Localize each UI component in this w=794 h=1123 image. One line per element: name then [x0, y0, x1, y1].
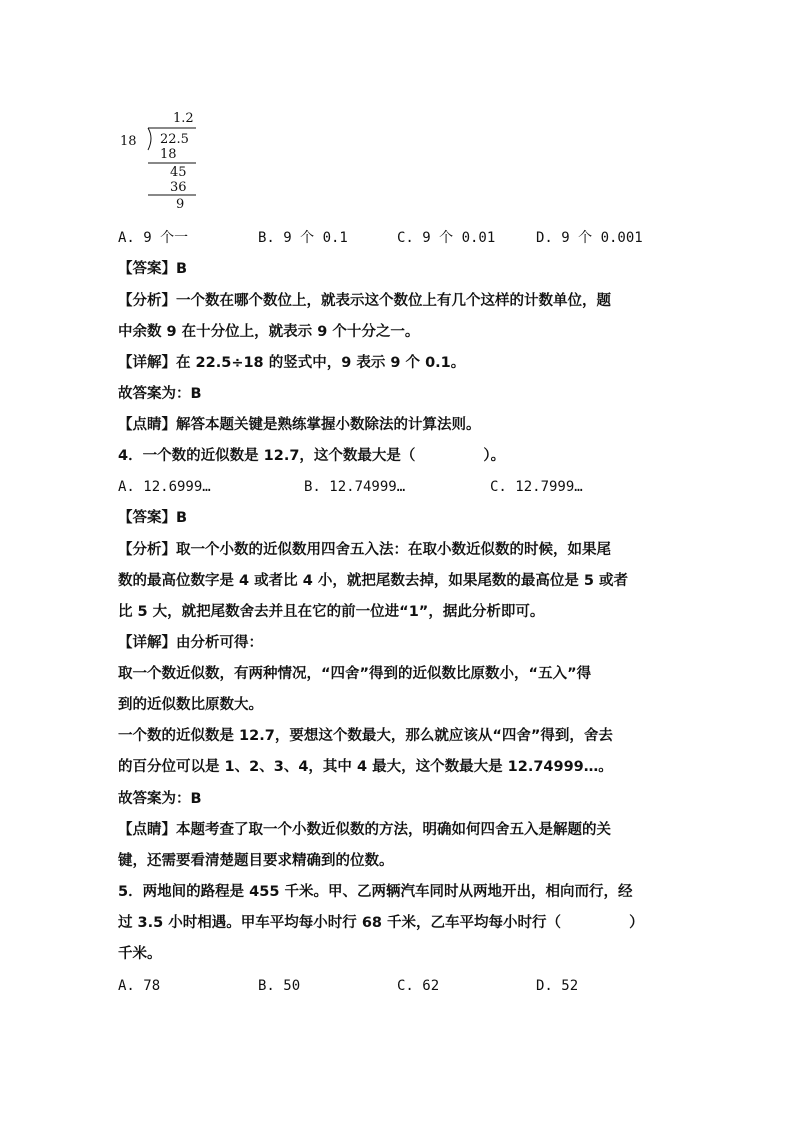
- q3-conclusion: 故答案为：B: [118, 386, 202, 402]
- q5-option-a: A. 78: [118, 978, 161, 994]
- q4-detail-line-3: 到的近似数比原数大。: [118, 697, 263, 713]
- q5-question-paren-end: ）: [629, 915, 644, 931]
- q5-option-b: B. 50: [258, 978, 301, 994]
- q3-option-c: C. 9 个 0.01: [397, 230, 496, 246]
- division-step3: 36: [170, 180, 187, 195]
- q4-question: [118, 446, 505, 466]
- division-divisor: 18: [120, 134, 137, 149]
- q4-detail-line-2: 取一个数近似数，有两种情况，“四舍”得到的近似数比原数小，“五入”得: [118, 666, 592, 682]
- q5-question-line-3: 千米。: [118, 946, 162, 962]
- q4-option-a: A. 12.6999…: [118, 479, 211, 495]
- q5-question-line-1: 5．两地间的路程是 455 千米。甲、乙两辆汽车同时从两地开出，相向而行，经: [118, 884, 633, 900]
- division-dividend: 22.5: [160, 132, 189, 147]
- q3-option-d: D. 9 个 0.001: [536, 230, 643, 246]
- q3-option-a: A. 9 个一: [118, 230, 189, 246]
- q3-analysis-line-2: 中余数 9 在十分位上，就表示 9 个十分之一。: [118, 324, 420, 340]
- q5-question-line-2-text: 过 3.5 小时相遇。甲车平均每小时行 68 千米，乙车平均每小时行（: [118, 915, 562, 931]
- q3-analysis-line-1: 【分析】一个数在哪个数位上，就表示这个数位上有几个这样的计数单位，题: [118, 293, 611, 309]
- q3-answer: 【答案】B: [118, 261, 188, 277]
- q3-detail: 【详解】在 22.5÷18 的竖式中，9 表示 9 个 0.1。: [118, 355, 466, 371]
- q4-question-start: 4．一个数的近似数是 12.7，这个数最大是（: [118, 448, 416, 464]
- q5-question-line-2: [118, 913, 644, 933]
- q4-option-b: B. 12.74999…: [304, 479, 406, 495]
- division-step1: 18: [160, 147, 177, 162]
- q4-answer: 【答案】B: [118, 510, 188, 526]
- q4-comment-line-1: 【点睛】本题考查了取一个小数近似数的方法，明确如何四舍五入是解题的关: [118, 822, 611, 838]
- long-division-figure: [118, 108, 238, 208]
- division-remainder: 9: [176, 197, 185, 208]
- q4-conclusion: 故答案为：B: [118, 791, 202, 807]
- q4-detail-line-5: 的百分位可以是 1、2、3、4，其中 4 最大，这个数最大是 12.74999…。: [118, 759, 613, 775]
- q3-option-b: B. 9 个 0.1: [258, 230, 348, 246]
- q5-option-d: D. 52: [536, 978, 579, 994]
- q5-option-c: C. 62: [397, 978, 440, 994]
- division-quotient: 1.2: [173, 111, 194, 126]
- q4-question-end: ）。: [483, 448, 506, 464]
- q4-detail-line-1: 【详解】由分析可得：: [118, 635, 263, 651]
- q4-detail-line-4: 一个数的近似数是 12.7，要想这个数最大，那么就应该从“四舍”得到，舍去: [118, 728, 613, 744]
- q4-option-c: C. 12.7999…: [490, 479, 583, 495]
- q4-comment-line-2: 键，还需要看清楚题目要求精确到的位数。: [118, 853, 394, 869]
- division-step2: 45: [170, 165, 187, 180]
- division-bracket: [148, 128, 151, 150]
- q3-comment: 【点睛】解答本题关键是熟练掌握小数除法的计算法则。: [118, 417, 481, 433]
- q4-analysis-line-1: 【分析】取一个小数的近似数用四舍五入法：在取小数近似数的时候，如果尾: [118, 542, 611, 558]
- q4-analysis-line-2: 数的最高位数字是 4 或者比 4 小，就把尾数去掉，如果尾数的最高位是 5 或者: [118, 573, 629, 589]
- q4-analysis-line-3: 比 5 大，就把尾数舍去并且在它的前一位进“1”，据此分析即可。: [118, 604, 545, 620]
